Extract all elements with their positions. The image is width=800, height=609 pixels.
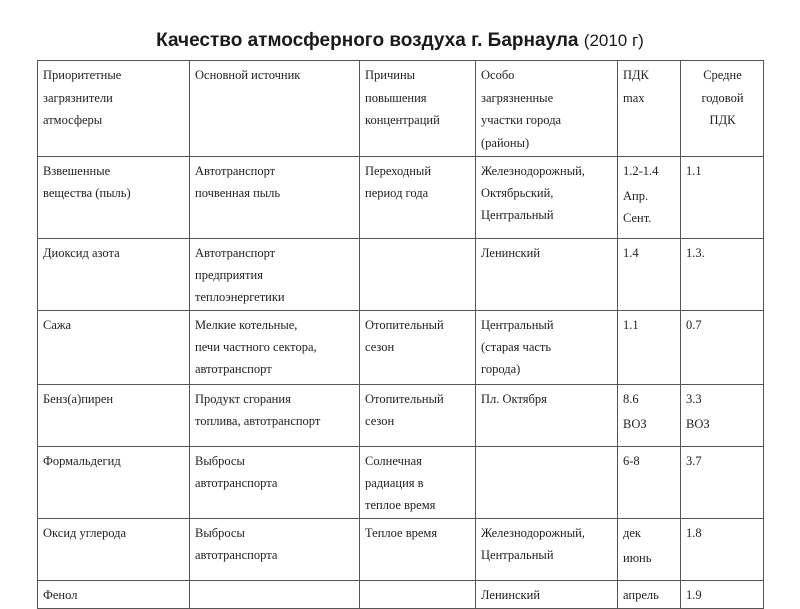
cell-pdk-max: 1.2-1.4 Апр. Сент. xyxy=(618,157,681,239)
table-row xyxy=(38,385,764,447)
cell-areas: Ленинский xyxy=(476,239,618,311)
cell-reasons xyxy=(360,239,476,311)
header-pdk-avg: Средне годовой ПДК xyxy=(681,61,764,157)
cell-pdk-avg: 1.1 xyxy=(681,157,764,239)
air-quality-table xyxy=(37,60,764,609)
header-polluted-areas: Особо загрязненные участки города (районы) xyxy=(476,61,618,157)
header-pollutants: Приоритетные загрязнители атмосферы xyxy=(38,61,190,157)
table-row xyxy=(38,519,764,581)
header-reasons: Причины повышения концентраций xyxy=(360,61,476,157)
cell-pdk-max: 1.1 xyxy=(618,311,681,385)
cell-source: Выбросы автотранспорта xyxy=(190,519,360,581)
page-title xyxy=(0,30,800,52)
cell-pdk-max: 1.4 xyxy=(618,239,681,311)
cell-reasons: Переходный период года xyxy=(360,157,476,239)
cell-source: Автотранспорт предприятия теплоэнергетики xyxy=(190,239,360,311)
cell-source: Выбросы автотранспорта xyxy=(190,447,360,519)
cell-reasons: Теплое время xyxy=(360,519,476,581)
cell-pdk-avg: 0.7 xyxy=(681,311,764,385)
cell-pdk-avg: 1.3. xyxy=(681,239,764,311)
cell-pdk-avg: 1.8 xyxy=(681,519,764,581)
cell-pdk-avg: 3.7 xyxy=(681,447,764,519)
table-row xyxy=(38,311,764,385)
cell-pollutant: Оксид углерода xyxy=(38,519,190,581)
title-year: (2010 г) xyxy=(583,31,644,50)
cell-pollutant: Взвешенные вещества (пыль) xyxy=(38,157,190,239)
cell-reasons: Отопительный сезон xyxy=(360,311,476,385)
cell-pollutant: Диоксид азота xyxy=(38,239,190,311)
table-row xyxy=(38,239,764,311)
cell-pollutant: Формальдегид xyxy=(38,447,190,519)
cell-reasons: Отопительный сезон xyxy=(360,385,476,447)
header-row xyxy=(38,61,764,157)
cell-reasons xyxy=(360,581,476,609)
cell-pollutant: Фенол xyxy=(38,581,190,609)
cell-pdk-max: 6-8 xyxy=(618,447,681,519)
cell-source: Продукт сгорания топлива, автотранспорт xyxy=(190,385,360,447)
cell-areas: Железнодорожный, Центральный xyxy=(476,519,618,581)
cell-pdk-avg: 3.3 ВОЗ xyxy=(681,385,764,447)
cell-areas xyxy=(476,447,618,519)
table-row xyxy=(38,447,764,519)
cell-areas: Пл. Октября xyxy=(476,385,618,447)
table-row xyxy=(38,581,764,609)
table-row xyxy=(38,157,764,239)
cell-pdk-max: дек июнь xyxy=(618,519,681,581)
cell-areas: Ленинский xyxy=(476,581,618,609)
cell-source: Автотранспорт почвенная пыль xyxy=(190,157,360,239)
cell-pdk-avg: 1.9 xyxy=(681,581,764,609)
cell-source xyxy=(190,581,360,609)
cell-pollutant: Сажа xyxy=(38,311,190,385)
cell-reasons: Солнечная радиация в теплое время xyxy=(360,447,476,519)
header-pdk-max: ПДК max xyxy=(618,61,681,157)
cell-areas: Центральный (старая часть города) xyxy=(476,311,618,385)
cell-pdk-max: апрель xyxy=(618,581,681,609)
cell-pdk-max: 8.6 ВОЗ xyxy=(618,385,681,447)
cell-pollutant: Бенз(а)пирен xyxy=(38,385,190,447)
header-main-source: Основной источник xyxy=(190,61,360,157)
cell-areas: Железнодорожный, Октябрьский, Центральный xyxy=(476,157,618,239)
cell-source: Мелкие котельные, печи частного сектора, автотранспорт xyxy=(190,311,360,385)
title-main: Качество атмосферного воздуха г. Барнаула xyxy=(156,30,579,51)
